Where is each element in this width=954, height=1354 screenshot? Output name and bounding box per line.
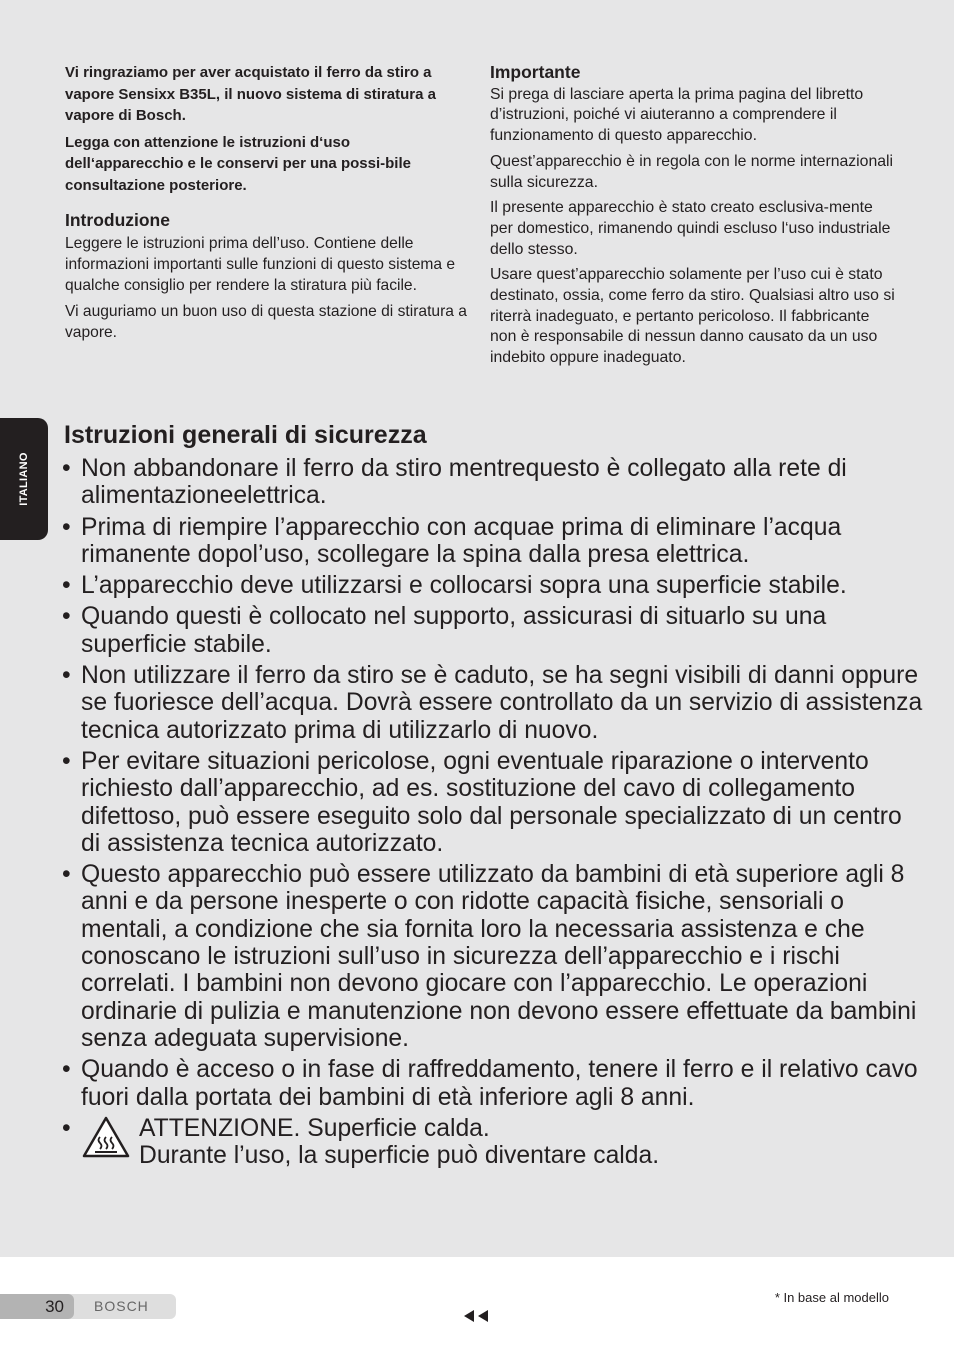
warning-text	[139, 1115, 659, 1170]
bullet: •	[62, 861, 71, 889]
safety-item-text: Non utilizzare il ferro da stiro se è caduto, se ha segni visibili di danni oppure se fuoriesce dell’acqua. Dovrà essere controllato da un servizio di assistenza tecnica autorizzato prima di utilizzarlo di nuovo.	[81, 662, 923, 744]
intro-read-carefully: Legga con attenzione le istruzioni d‘uso dell‘apparecchio e le conservi per una possi-bile consultazione posteriore.	[65, 133, 411, 194]
bullet: •	[62, 603, 71, 631]
hot-surface-warning-icon	[81, 1115, 131, 1159]
warning-line-2: Durante l’uso, la superficie può diventare calda.	[139, 1142, 660, 1170]
important-para-4: Usare quest’apparecchio solamente per l’uso cui è stato destinato, ossia, come ferro da stiro. Qualsiasi altro uso si riterrà inadeguato, e pertanto pericoloso. Il fabbricante non è responsabile di nessun danno causato da un uso indebito oppure inadeguato.	[490, 266, 895, 367]
intro-thanks: Vi ringraziamo per aver acquistato il ferro da stiro a vapore Sensixx B35L, il nuovo sistema di stiratura a vapore di Bosch.	[65, 64, 436, 124]
introduction-para-1: Leggere le istruzioni prima dell’uso. Contiene delle informazioni importanti sulle funzioni di questo sistema e qualche consiglio per rendere la stiratura più facile.	[65, 235, 456, 294]
language-label: ITALIANO	[18, 452, 30, 506]
language-tab	[0, 418, 48, 540]
important-para-2: Quest’apparecchio è in regola con le norme internazionali sulla sicurezza.	[490, 152, 894, 191]
page-number: 30	[0, 1294, 74, 1319]
rewind-arrows-icon[interactable]	[462, 1308, 490, 1324]
safety-title: Istruzioni generali di sicurezza	[64, 421, 427, 449]
brand-name: BOSCH	[94, 1298, 149, 1314]
list-item	[64, 861, 924, 1052]
bullet: •	[62, 1056, 71, 1084]
safety-item-text: Questo apparecchio può essere utilizzato da bambini di età superiore agli 8 anni e da persone inesperte o con ridotte capacità fisiche, sensoriali o mentali, a condizione che sia fornita loro la necessaria assistenza e che conoscano le istruzioni sull’uso in sicurezza dell’apparecchio e i rischi correlati. I bambini non devono giocare con l’apparecchio. Le operazioni ordinarie di pulizia e manutenzione non devono essere effettuate da bambini senza adeguata supervisione.	[81, 861, 917, 1052]
important-title: Importante	[490, 62, 581, 82]
safety-item-text: Quando questi è collocato nel supporto, assicurasi di situarlo su una superficie stabile.	[81, 603, 827, 658]
bullet: •	[62, 513, 71, 541]
important-para-1: Si prega di lasciare aperta la prima pagina del libretto d’istruzioni, poiché vi aiuteranno a comprendere il funzionamento di questo apparecchio.	[490, 85, 864, 145]
important-para-3: Il presente apparecchio è stato creato esclusiva-mente per domestico, rimanendo quindi escluso l‘uso industriale dello stesso.	[490, 199, 891, 258]
hot-surface-warning	[64, 1115, 924, 1170]
safety-item-text: L’apparecchio deve utilizzarsi e collocarsi sopra una superficie stabile.	[81, 572, 847, 600]
list-item	[64, 603, 924, 658]
safety-list	[64, 455, 924, 1111]
bullet: •	[62, 1114, 71, 1142]
list-item	[64, 662, 924, 744]
safety-section	[64, 420, 924, 1169]
bullet: •	[62, 747, 71, 775]
safety-item-text: Quando è acceso o in fase di raffreddamento, tenere il ferro e il relativo cavo fuori dalla portata dei bambini di età inferiore agli 8 anni.	[81, 1056, 918, 1111]
bullet: •	[62, 455, 71, 482]
introduction-title: Introduzione	[65, 210, 170, 230]
footnote: * In base al modello	[774, 1290, 889, 1305]
bullet: •	[62, 662, 71, 690]
list-item	[64, 455, 924, 510]
right-column	[490, 62, 900, 374]
introduction-para-2: Vi auguriamo un buon uso di questa stazione di stiratura a vapore.	[65, 303, 467, 341]
list-item	[64, 748, 924, 857]
list-item	[64, 572, 924, 599]
bullet: •	[62, 572, 71, 600]
safety-item-text: Non abbandonare il ferro da stiro mentrequesto è collegato alla rete di alimentazioneelettrica.	[81, 455, 847, 510]
list-item	[64, 514, 924, 569]
warning-line-1: ATTENZIONE. Superficie calda.	[139, 1114, 490, 1142]
list-item	[64, 1056, 924, 1111]
safety-item-text: Prima di riempire l’apparecchio con acquae prima di eliminare l’acqua rimanente dopol’uso, scollegare la spina dalla presa elettrica.	[81, 513, 842, 568]
left-column	[65, 62, 470, 348]
safety-item-text: Per evitare situazioni pericolose, ogni eventuale riparazione o intervento richiesto dall’apparecchio, ad es. sostituzione del cavo di collegamento difettoso, può essere eseguito solo dal personale specializzato di un centro di assistenza tecnica autorizzato.	[81, 747, 902, 857]
